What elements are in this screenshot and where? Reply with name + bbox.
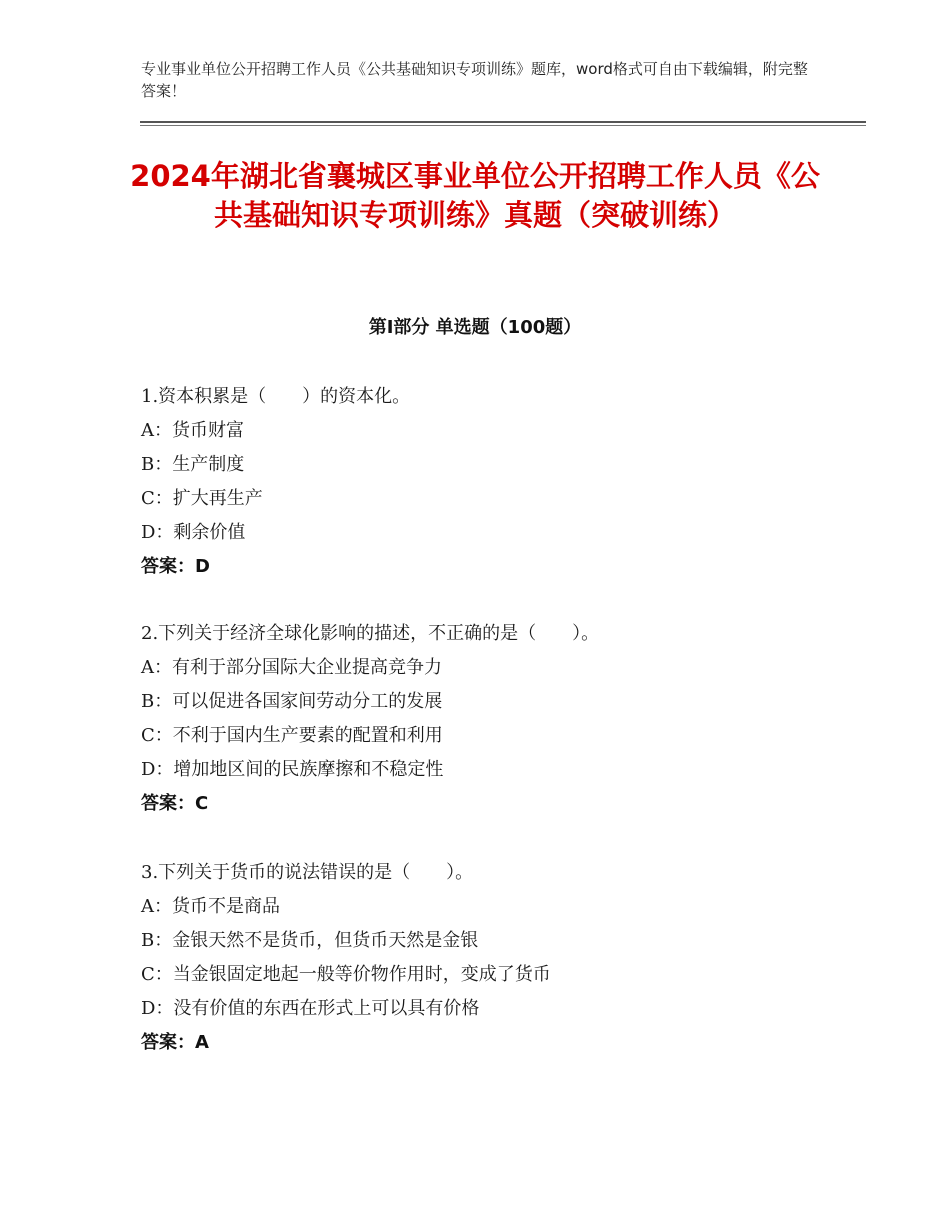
option-a: A：有利于部分国际大企业提高竞争力 (141, 657, 442, 678)
section-title: 第Ⅰ部分 单选题（100题） (368, 317, 582, 338)
header-note: 专业事业单位公开招聘工作人员《公共基础知识专项训练》题库，word格式可自由下载编辑，附完整答案！ (141, 60, 808, 100)
option-b: B：金银天然不是货币，但货币天然是金银 (141, 930, 479, 951)
option-c: C：不利于国内生产要素的配置和利用 (141, 725, 443, 746)
option-d: D：没有价值的东西在形式上可以具有价格 (141, 998, 480, 1019)
question-2 (141, 621, 861, 825)
question-stem: 1.资本积累是（ ）的资本化。 (141, 386, 411, 407)
answer: 答案：A (141, 1032, 209, 1053)
question-stem: 2.下列关于经济全球化影响的描述，不正确的是（ ）。 (141, 623, 600, 644)
answer: 答案：C (141, 793, 209, 814)
option-c: C：当金银固定地起一般等价物作用时，变成了货币 (141, 964, 551, 985)
header-divider-thin (140, 125, 866, 126)
header-divider-thick (140, 121, 866, 123)
option-c: C：扩大再生产 (141, 488, 263, 509)
option-d: D：剩余价值 (141, 522, 246, 543)
question-3 (141, 860, 861, 1064)
option-b: B：可以促进各国家间劳动分工的发展 (141, 691, 443, 712)
question-stem: 3.下列关于货币的说法错误的是（ ）。 (141, 862, 474, 883)
document-title: 2024年湖北省襄城区事业单位公开招聘工作人员《公共基础知识专项训练》真题（突破训练） (130, 159, 820, 232)
option-d: D：增加地区间的民族摩擦和不稳定性 (141, 759, 444, 780)
option-a: A：货币不是商品 (141, 896, 280, 917)
question-1 (141, 384, 861, 588)
answer: 答案：D (141, 556, 210, 577)
option-a: A：货币财富 (141, 420, 244, 441)
option-b: B：生产制度 (141, 454, 245, 475)
